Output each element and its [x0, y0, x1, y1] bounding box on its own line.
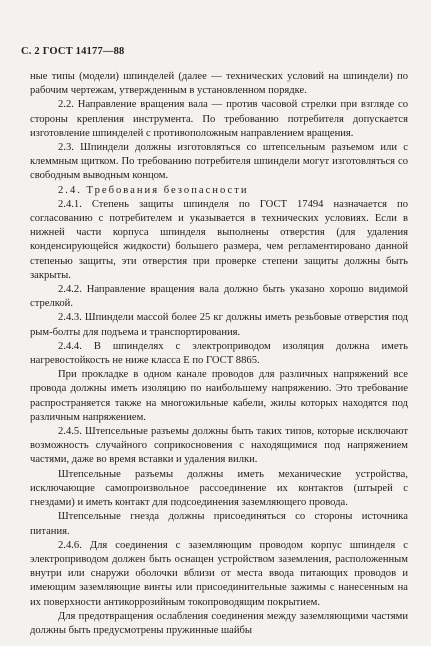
section-heading-2-4: 2.4. Требования безопасности	[58, 184, 249, 196]
paragraph-2-4-5-cont: Штепсельные разъемы должны иметь механические устройства, исключающие самопроизвольное рассоединение их контактов (штырей с гнездами) и иметь контакт для подсоединения заземляющего провода.	[30, 468, 408, 509]
paragraph-2-4-6: 2.4.6. Для соединения с заземляющим проводом корпус шпинделя с электроприводом должен быть оснащен устройством заземления, расположенным внутри или снаружи оболочки вблизи от места ввода питающих проводов и имеющим заземляющие винты или присоединительные зажимы с нанесенным на их поверхности антикоррозийным токопроводящим покрытием.	[30, 539, 408, 608]
paragraph-2-3: 2.3. Шпиндели должны изготовляться со штепсельным разъемом или с клеммным щитком. По требованию потребителя шпиндели могут изготовляться со свободным выводным концом.	[30, 142, 408, 182]
paragraph-2-4-6-cont: Для предотвращения ослабления соединения между заземляющими частями должны быть предусмотрены пружинные шайбы	[30, 610, 408, 636]
page-header	[21, 46, 125, 57]
paragraph-2-4-2: 2.4.2. Направление вращения вала должно быть указано хорошо видимой стрелкой.	[30, 284, 408, 310]
paragraph-2-4-5-cont-2: Штепсельные гнезда должны присоединяться со стороны источника питания.	[30, 511, 408, 537]
standard-number: ГОСТ 14177—88	[42, 46, 125, 57]
paragraph-2-4-4-cont: При прокладке в одном канале проводов для различных напряжений все провода должны иметь изоляцию по наибольшему напряжению. Это требование распространяется также на многожильные кабели, жилы которых находятся под различным напряжением.	[30, 369, 408, 423]
paragraph-2-2: 2.2. Направление вращения вала — против часовой стрелки при взгляде со стороны крепления инструмента. По требованию потребителя допускается изготовление шпинделей с противоположным направлением вращения.	[30, 99, 408, 139]
body-text	[30, 70, 408, 638]
paragraph-continuation: ные типы (модели) шпинделей (далее — технических условий на шпиндели) по рабочим чертежам, утвержденным в установленном порядке.	[30, 71, 408, 97]
paragraph-2-4-1: 2.4.1. Степень защиты шпинделя по ГОСТ 17494 назначается по согласованию с потребителем и указывается в технических условиях. Если в нижней части корпуса шпинделя выполнены отверстия (для удаления конденсирующейся жидкости) большего размера, чем регламентировано данной степенью защиты, эти отверстия при проверке степени защиты должны быть закрыты.	[30, 198, 408, 281]
paragraph-2-4-3: 2.4.3. Шпиндели массой более 25 кг должны иметь резьбовые отверстия под рым-болты для подъема и транспортирования.	[30, 312, 408, 338]
paragraph-2-4-4: 2.4.4. В шпинделях с электроприводом изоляция должна иметь нагревостойкость не ниже класса Е по ГОСТ 8865.	[30, 340, 408, 367]
page-number: С. 2	[21, 46, 40, 57]
paragraph-2-4-5: 2.4.5. Штепсельные разъемы должны быть таких типов, которые исключают возможность случайного соприкосновения с находящимися под напряжением частями, даже во время вставки и удаления вилки.	[30, 426, 408, 466]
